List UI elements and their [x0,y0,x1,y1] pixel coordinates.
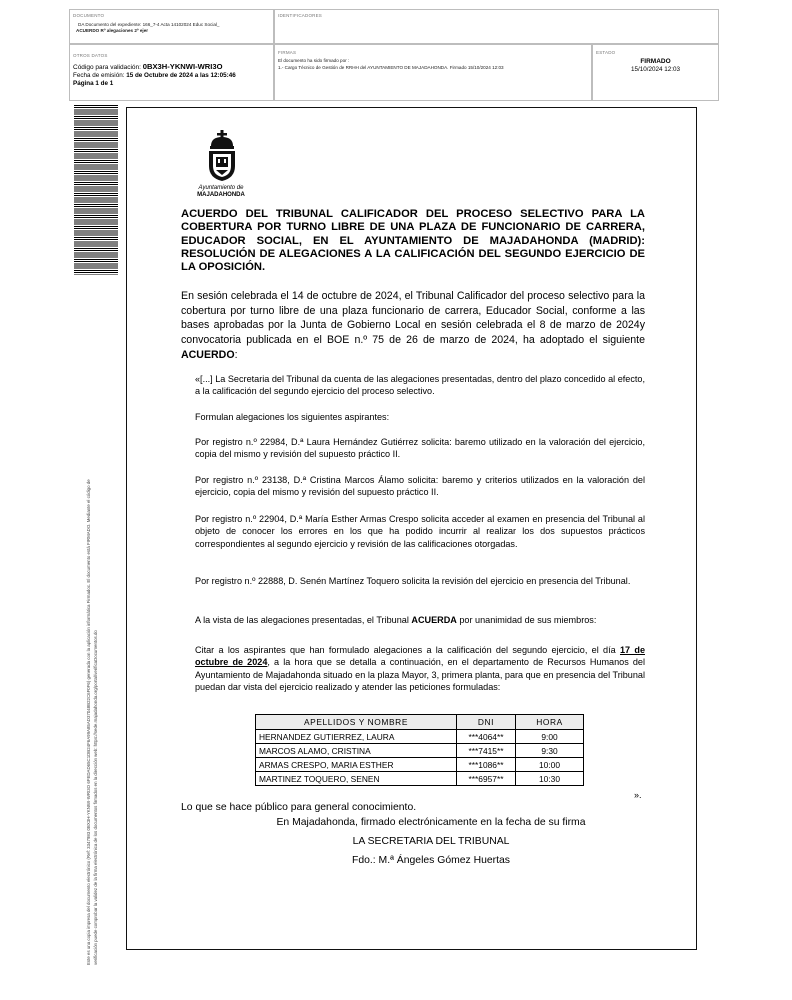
intro-paragraph [181,289,645,363]
documento-line1: DA Documento del expediente: 166_7-4 Acta 14102024 Educ Social_ [78,22,220,27]
pagina: Página 1 de 1 [73,80,114,87]
citation-table [255,714,584,786]
quote-p7 [195,614,645,626]
intro-bold: ACUERDO [181,348,235,361]
firmas-line2: 1.- Cargo Técnico de Gestión de RRHH del AYUNTAMIENTO DE MAJADAHONDA. Firmado 15/10/2024 12:03 [278,65,504,70]
quote-p4: Por registro n.º 23138, D.ª Cristina Marcos Álamo solicita: baremo y criterios utilizados en la valoración del ejercicio, copia del mismo y revisión del supuesto práctico II. [195,475,645,498]
table-row [256,758,584,772]
side-text-line1: Este es una copia impresa del documento electrónico (Ref: 3347983 0BX3H-YKNWI-WRI3O 6FEDAD65C1DB24F6A99A85AD37048B22C6F0F6) generada con la aplicación informática Firmadoc. El documento está FIRMADO. Mediante el código de [86,479,91,965]
fdo-text: Fdo.: M.ª Ángeles Gómez Huertas [351,855,511,866]
cell-hora: 10:30 [516,772,584,786]
intro-text: En sesión celebrada el 14 de octubre de 2024, el Tribunal Calificador del proceso selectivo para la cobertura por turno libre de una plaza funcionario de carrera, Educador Social, conforme a las bases aprobadas por la Junta de Gobierno Local en sesión celebrada el 8 de marzo de 2024y convocatoria publicada en el BOE n.º 75 de 26 de marzo de 2024, ha adoptado el siguiente [181,290,645,347]
secretaria-text: LA SECRETARIA DEL TRIBUNAL [352,836,510,847]
intro-end: : [234,348,238,361]
fecha-value: 15 de Octubre de 2024 a las 12:05:46 [126,72,236,79]
firmas-label: FIRMAS [278,50,297,55]
cell-dni: ***4064** [457,730,516,744]
table-header-row [256,715,584,730]
cell-dni: ***1086** [457,758,516,772]
cell-hora: 9:00 [516,730,584,744]
p7-a: A la vista de las alegaciones presentadas, el Tribunal [195,615,412,625]
estado-date: 15/10/2024 12:03 [630,66,681,73]
documento-label: DOCUMENTO [73,13,105,18]
header-firmas-box [274,44,592,101]
logo-line1: Ayuntamiento de [198,185,244,191]
th-hora: HORA [516,715,584,730]
fecha-emision [73,72,236,79]
quote-p8 [195,644,645,693]
close-quote: ». [634,790,642,800]
th-nombre: APELLIDOS Y NOMBRE [256,715,457,730]
cell-dni: ***6957** [457,772,516,786]
quote-p3: Por registro n.º 22984, D.ª Laura Hernández Gutiérrez solicita: baremo utilizado en la valoración del ejercicio, copia del mismo y revisión del supuesto práctico II. [195,437,645,460]
table-row [256,772,584,786]
estado-label: ESTADO [596,50,616,55]
cell-dni: ***7415** [457,744,516,758]
logo-line2: MAJADAHONDA [197,192,245,198]
quote-p5: Por registro n.º 22904, D.ª María Esther Armas Crespo solicita acceder al examen en presencia del Tribunal al objeto de conocer los errores en los que ha podido incurrir al realizar los dos supuestos prácticos correspondientes al segundo ejercicio y revisión de las calificaciones otorgadas. [195,514,645,549]
document-title: ACUERDO DEL TRIBUNAL CALIFICADOR DEL PROCESO SELECTIVO PARA LA COBERTURA POR TURNO LIBRE DE UNA PLAZA DE FUNCIONARIO DE CARRERA, EDUCADOR SOCIAL, EN EL AYUNTAMIENTO DE MAJADAHONDA (MADRID): RESOLUCIÓN DE ALEGACIONES A LA CALIFICACIÓN DEL SEGUNDO EJERCICIO DE LA OPOSICIÓN. [181,208,645,274]
p7-b: por unanimidad de sus miembros: [456,615,597,625]
documento-line2: ACUERDO Rº alegaciones 2º ejer [76,28,149,33]
th-dni: DNI [457,715,516,730]
cell-hora: 9:30 [516,744,584,758]
p7-bold: ACUERDA [411,615,457,625]
fecha-prefix: Fecha de emisión: [73,72,127,79]
identificadores-label: IDENTIFICADORES [278,13,323,18]
p8-bold: 17 de octubre de 2024 [195,645,645,668]
otros-datos-label: OTROS DATOS [73,53,108,58]
p8-b: , a la hora que se detalla a continuación, en el departamento de Recursos Humanos del Ayuntamiento de Majadahonda situado en la plaza Mayor, 3, primera planta, para que en presencia del Tribunal puedan dar vista del ejercicio realizado y atender las peticiones formuladas: [195,657,645,692]
cell-nombre: HERNANDEZ GUTIERREZ, LAURA [256,730,457,744]
codigo-value[interactable]: 0BX3H-YKNWI-WRI3O [142,62,223,71]
quote-p6: Por registro n.º 22888, D. Senén Martínez Toquero solicita la revisión del ejercicio en presencia del Tribunal. [195,576,631,586]
cell-nombre: MARCOS ALAMO, CRISTINA [256,744,457,758]
cell-hora: 10:00 [516,758,584,772]
table-row [256,744,584,758]
barcode [74,105,118,275]
quote-p1: «[...] La Secretaria del Tribunal da cuenta de las alegaciones presentadas, dentro del plazo concedido al efecto, a la calificación del segundo ejercicio del proceso selectivo. [195,374,645,397]
codigo-prefix: Código para validación: [73,64,143,71]
header-identificadores-box [274,9,719,44]
table-row [256,730,584,744]
cell-nombre: ARMAS CRESPO, MARIA ESTHER [256,758,457,772]
quote-p2: Formulan alegaciones los siguientes aspirantes: [195,412,390,422]
firmas-line1: El documento ha sido firmado por : [278,58,350,63]
side-text-line2: verificación puede comprobar la validez de la firma electrónica de los documentos firmados en la dirección web: https://sede.majadahonda.org/portal/verificaDocumentos.do [93,630,98,965]
publico-text: Lo que se hace público para general conocimiento. [181,802,417,813]
p8-a: Citar a los aspirantes que han formulado alegaciones a la calificación del segundo ejercicio, el día [195,645,620,655]
codigo-validacion [73,62,223,71]
cell-nombre: MARTINEZ TOQUERO, SENEN [256,772,457,786]
firmado-text: En Majadahonda, firmado electrónicamente en la fecha de su firma [276,817,586,828]
estado-value: FIRMADO [640,58,671,65]
crest-icon [205,130,239,187]
